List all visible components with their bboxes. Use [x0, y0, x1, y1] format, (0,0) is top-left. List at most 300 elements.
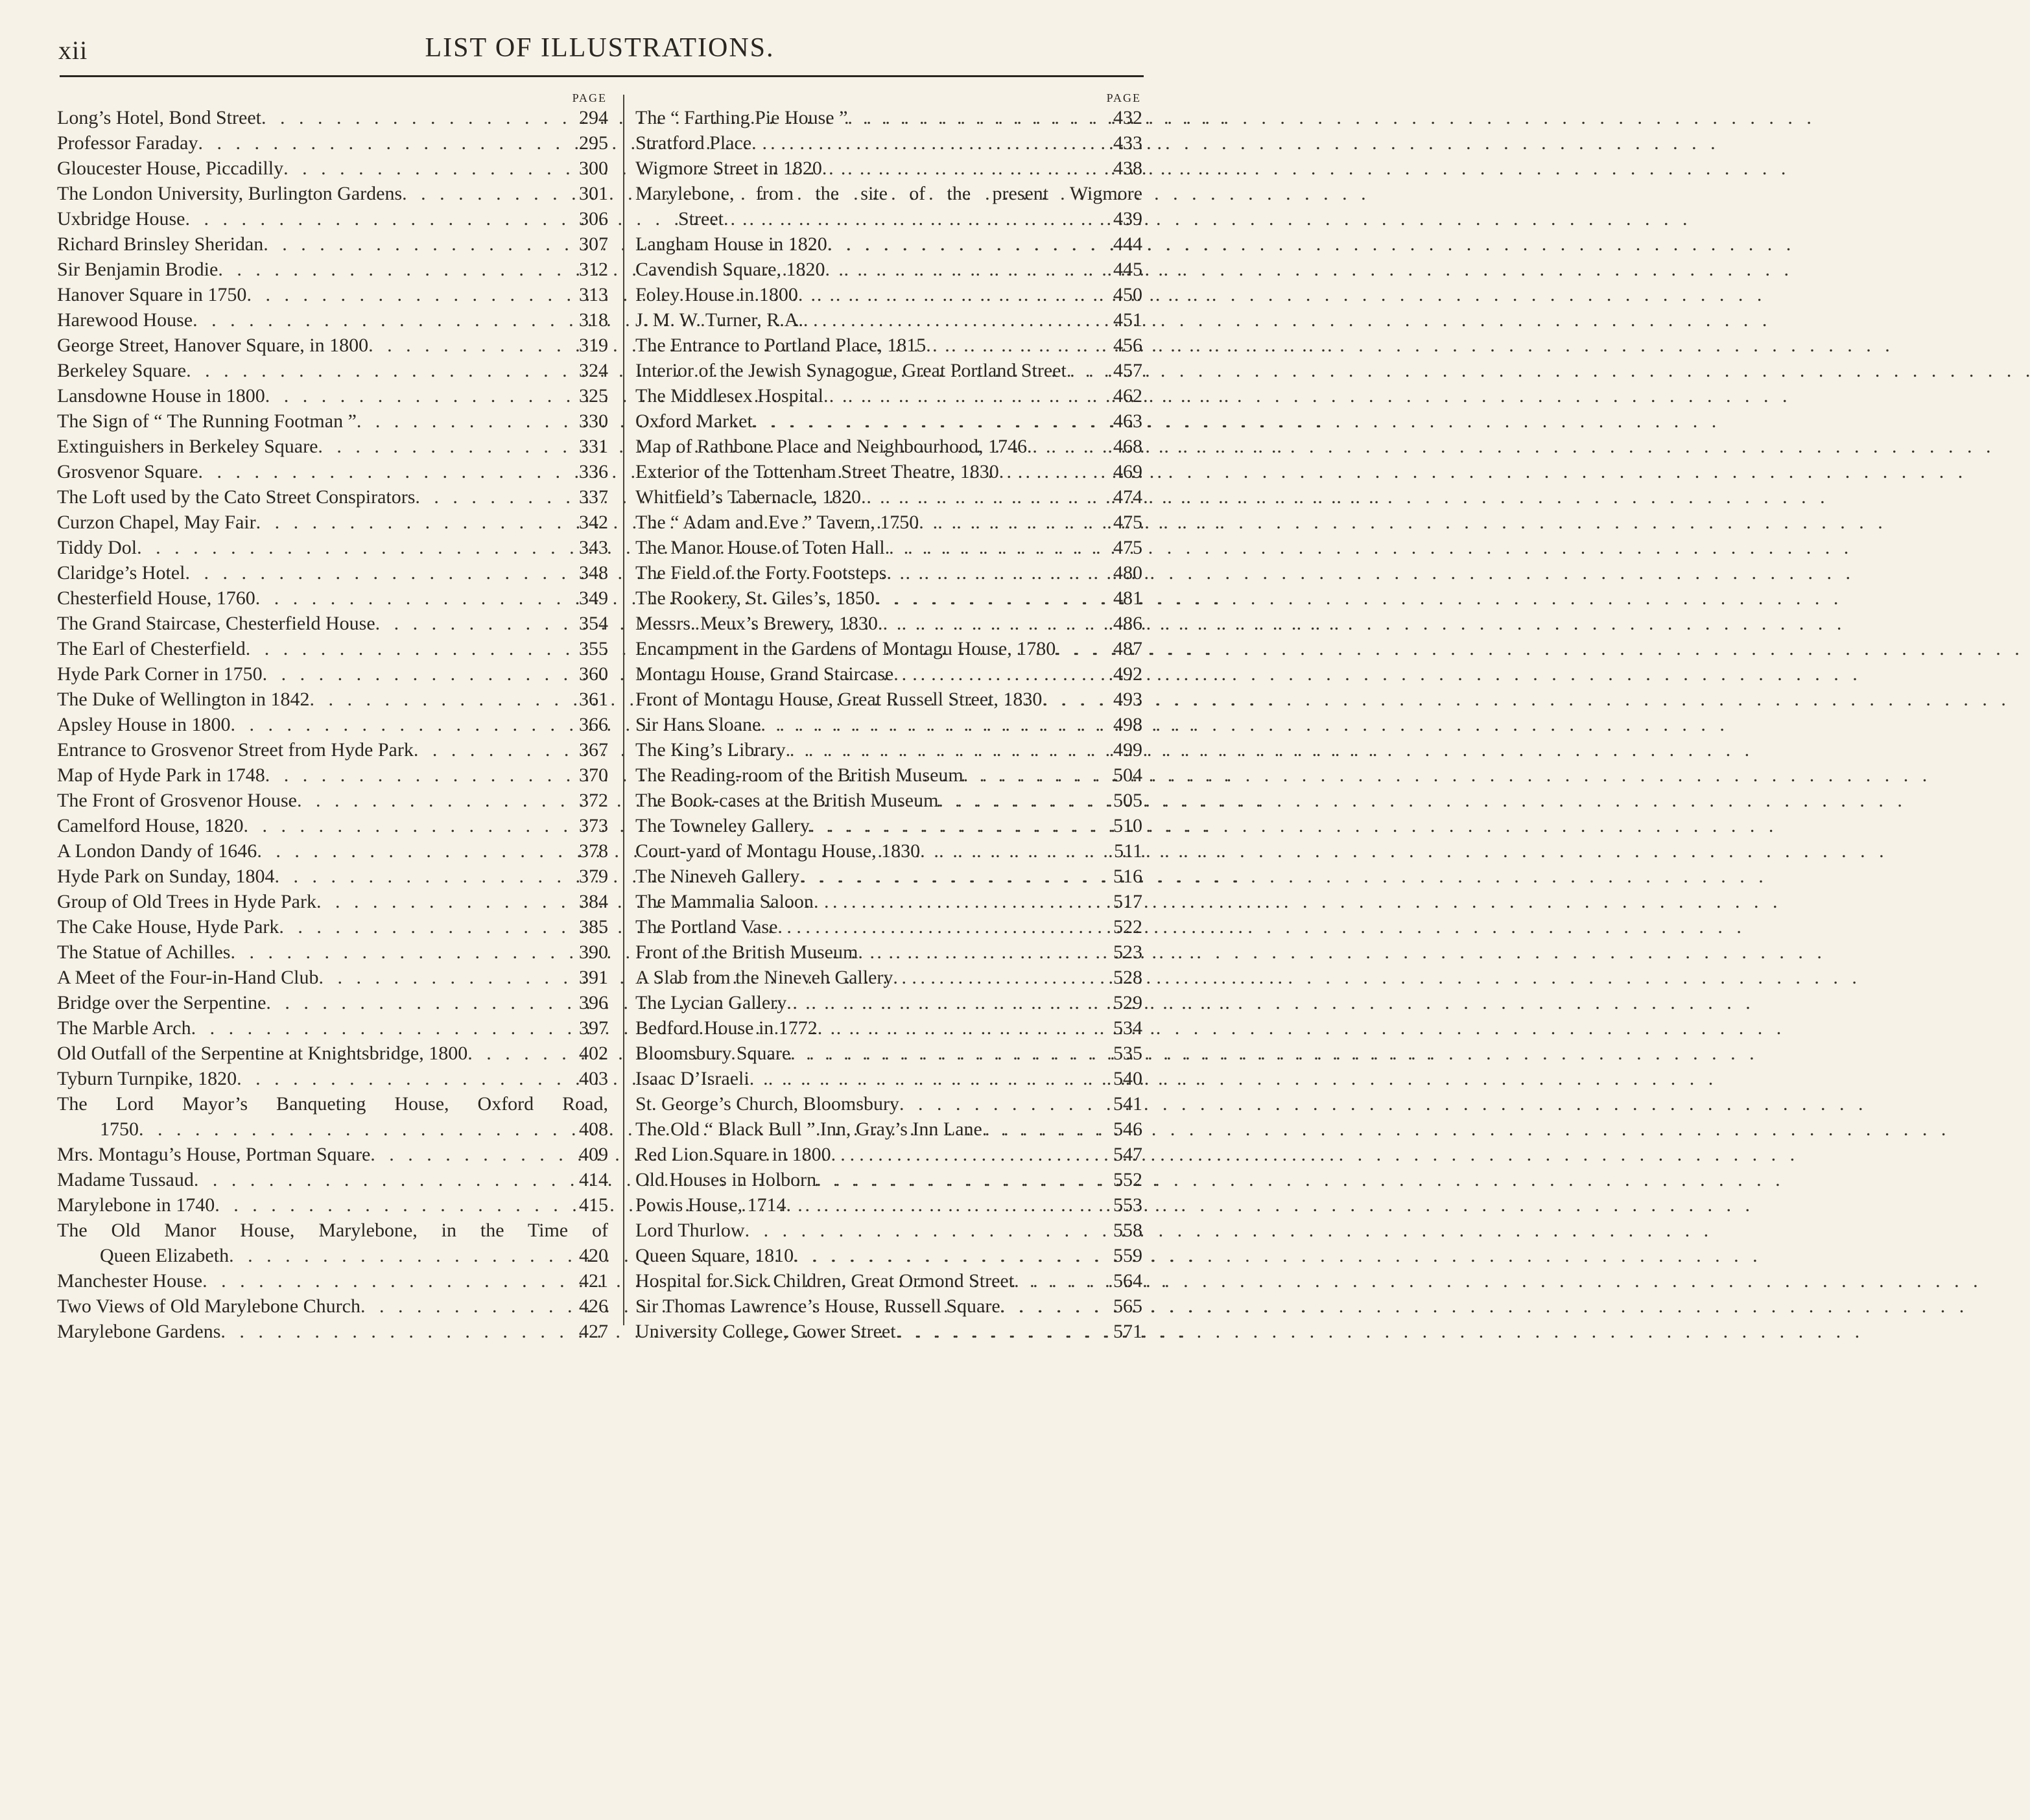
dot-leader	[893, 661, 1106, 687]
entry-page-number: 522	[1113, 916, 1142, 938]
dot-leader	[137, 535, 572, 560]
entry-page-number: 330	[579, 410, 608, 432]
entry-title: Harewood House	[57, 309, 193, 331]
entry-page-number: 295	[579, 132, 608, 154]
dot-leader	[370, 1142, 572, 1167]
entry-title: Interior of the Jewish Synagogue, Great Portland Street	[635, 360, 1067, 381]
entry-title: Marylebone, from the site of the present Wigmore	[635, 183, 1142, 204]
entry-page-number: 409	[579, 1144, 608, 1165]
dot-leader	[246, 282, 572, 307]
dot-leader	[256, 510, 572, 535]
dot-leader	[799, 864, 1106, 889]
entry-title: J. M. W. Turner, R.A.	[635, 309, 803, 331]
entry-title: Queen Square, 1810	[635, 1245, 794, 1266]
illustration-entry	[635, 130, 1142, 156]
dot-leader	[198, 130, 572, 156]
illustration-entry	[57, 130, 608, 156]
entry-title: Uxbridge House	[57, 208, 185, 230]
entry-page-number: 516	[1113, 866, 1142, 887]
entry-title: Red Lion Square in 1800	[635, 1144, 831, 1165]
dot-leader	[861, 484, 1106, 510]
entry-title: Court-yard of Montagu House, 1830	[635, 840, 921, 862]
dot-leader	[230, 712, 572, 737]
dot-leader	[266, 990, 572, 1015]
dot-leader	[230, 940, 572, 965]
entry-title: The “ Farthing Pie House ”	[635, 107, 848, 128]
dot-leader	[798, 282, 1106, 307]
dot-leader	[885, 535, 1106, 560]
illustration-entry	[635, 459, 1142, 484]
dot-leader	[185, 560, 572, 585]
entry-page-number: 510	[1113, 815, 1142, 836]
entry-title: The Towneley Gallery	[635, 815, 810, 836]
illustration-entry	[635, 1167, 1142, 1192]
entry-title: Exterior of the Tottenham Street Theatre, 1830	[635, 461, 999, 482]
entry-page-number: 451	[1113, 309, 1142, 331]
entry-page-number: 528	[1113, 967, 1142, 988]
entry-title: Professor Faraday	[57, 132, 198, 154]
left-column	[57, 91, 608, 1344]
illustration-entry	[635, 434, 1142, 459]
entry-title: The Statue of Achilles	[57, 941, 231, 963]
entry-title: Chesterfield House, 1760	[57, 587, 255, 609]
dot-leader	[938, 788, 1106, 813]
entry-title: Encampment in the Gardens of Montagu House, 1780	[635, 638, 1056, 659]
dot-leader	[920, 838, 1106, 864]
illustration-entry	[57, 1218, 608, 1268]
entry-title: Messrs. Meux’s Brewery, 1830	[635, 613, 878, 634]
entry-page-number: 348	[579, 562, 608, 584]
illustration-entry	[57, 1294, 608, 1319]
entry-page-number: 493	[1113, 689, 1142, 710]
dot-leader	[794, 1243, 1106, 1268]
entry-page-number: 426	[579, 1295, 608, 1317]
entry-title: Sir Thomas Lawrence’s House, Russell Square	[635, 1295, 1000, 1317]
dot-leader	[191, 1015, 572, 1041]
entry-page-number: 457	[1113, 360, 1142, 381]
entry-page-number: 354	[579, 613, 608, 634]
entry-title: Berkeley Square	[57, 360, 187, 381]
illustration-entry	[57, 484, 608, 510]
entry-page-number: 474	[1113, 486, 1142, 508]
illustration-entry	[57, 307, 608, 333]
entry-page-number: 391	[579, 967, 608, 988]
entry-page-number: 294	[579, 107, 608, 128]
entry-title: The Old Manor House, Marylebone, in the Time of	[57, 1220, 608, 1241]
entry-page-number: 559	[1113, 1245, 1142, 1266]
entry-title: The Rookery, St. Giles’s, 1850	[635, 587, 875, 609]
page-header	[58, 32, 1141, 71]
entry-title: Old Outfall of the Serpentine at Knightsbridge, 1800	[57, 1043, 468, 1064]
entry-title: The Marble Arch	[57, 1017, 191, 1039]
entry-title: The Field of the Forty Footsteps	[635, 562, 887, 584]
entry-title: Hyde Park on Sunday, 1804	[57, 866, 275, 887]
dot-leader	[893, 965, 1106, 990]
header-rule	[60, 75, 1144, 77]
dot-leader	[963, 762, 1106, 788]
dot-leader	[1014, 1268, 1106, 1294]
entry-title: A Slab from the Nineveh Gallery	[635, 967, 893, 988]
illustration-entry	[635, 358, 1142, 383]
dot-leader	[875, 585, 1106, 611]
illustration-entry	[57, 105, 608, 130]
column-divider	[623, 95, 624, 1325]
entry-title: Powis House, 1714	[635, 1194, 786, 1216]
entry-title: George Street, Hanover Square, in 1800	[57, 335, 369, 356]
illustration-entry	[57, 965, 608, 990]
entry-page-number: 318	[579, 309, 608, 331]
entry-title: The Manor House of Toten Hall	[635, 537, 885, 558]
illustration-entry	[57, 1091, 608, 1142]
entry-title: The Entrance to Portland Place, 1815	[635, 335, 926, 356]
entry-page-number: 379	[579, 866, 608, 887]
entry-title: Apsley House in 1800	[57, 714, 231, 735]
illustration-entry	[635, 762, 1142, 788]
entry-page-number: 552	[1113, 1169, 1142, 1190]
illustration-entry	[57, 914, 608, 940]
entry-page-number: 349	[579, 587, 608, 609]
entry-page-number: 402	[579, 1043, 608, 1064]
entry-title: Marylebone in 1740	[57, 1194, 215, 1216]
entry-page-number: 390	[579, 941, 608, 963]
entry-page-number: 523	[1113, 941, 1142, 963]
entry-title: Old Houses in Holborn	[635, 1169, 817, 1190]
dot-leader	[896, 1319, 1106, 1344]
dot-leader	[825, 257, 1106, 282]
illustration-entry	[635, 1268, 1142, 1294]
illustration-entry	[635, 408, 1142, 434]
illustration-entry	[635, 965, 1142, 990]
entry-title: Isaac D’Israeli	[635, 1068, 749, 1089]
illustration-entry	[57, 585, 608, 611]
entry-page-number: 360	[579, 663, 608, 685]
entry-title: Bloomsbury Square	[635, 1043, 791, 1064]
illustration-entry	[57, 358, 608, 383]
illustration-entry	[57, 333, 608, 358]
entry-page-number: 300	[579, 158, 608, 179]
dot-leader	[899, 1091, 1106, 1117]
dot-leader	[878, 611, 1106, 636]
entry-title-continuation: Queen Elizabeth	[100, 1245, 230, 1266]
entry-page-number: 427	[579, 1321, 608, 1342]
entry-title: Wigmore Street in 1820	[635, 158, 822, 179]
dot-leader	[816, 1167, 1106, 1192]
dot-leader	[1027, 434, 1106, 459]
dot-leader	[368, 333, 572, 358]
entry-title: Mrs. Montagu’s House, Portman Square	[57, 1144, 371, 1165]
entry-page-number: 415	[579, 1194, 608, 1216]
entry-title: The Old “ Black Bull ” Inn, Gray’s Inn Lane	[635, 1118, 982, 1140]
dot-leader	[415, 484, 572, 510]
entry-page-number: 312	[579, 259, 608, 280]
illustration-entry	[635, 307, 1142, 333]
dot-leader	[257, 838, 572, 864]
illustration-entry	[57, 434, 608, 459]
entry-page-number: 331	[579, 436, 608, 457]
entry-title: The Book-cases at the British Museum	[635, 790, 939, 811]
illustration-entry	[635, 1066, 1142, 1091]
entry-page-number: 571	[1113, 1321, 1142, 1342]
entry-page-number: 306	[579, 208, 608, 230]
entry-page-number: 301	[579, 183, 608, 204]
entry-title: Sir Benjamin Brodie	[57, 259, 218, 280]
dot-leader	[745, 1218, 1106, 1243]
entry-page-number: 463	[1113, 410, 1142, 432]
entry-page-number: 378	[579, 840, 608, 862]
entry-title: The Lord Mayor’s Banqueting House, Oxford Road,	[57, 1093, 608, 1115]
dot-leader	[237, 1066, 572, 1091]
illustration-entry	[57, 1066, 608, 1091]
dot-leader	[790, 1041, 1106, 1066]
right-illustration-list	[635, 105, 1142, 1344]
dot-leader	[261, 105, 572, 130]
illustration-entry	[635, 156, 1142, 181]
dot-leader	[193, 307, 572, 333]
illustration-entry	[57, 712, 608, 737]
illustration-entry	[635, 712, 1142, 737]
illustration-entry	[635, 1192, 1142, 1218]
entry-page-number: 370	[579, 764, 608, 786]
dot-leader	[761, 712, 1106, 737]
entry-title: Oxford Market	[635, 410, 753, 432]
illustration-entry	[57, 156, 608, 181]
dot-leader	[198, 459, 572, 484]
entry-page-number: 546	[1113, 1118, 1142, 1140]
illustration-entry	[57, 990, 608, 1015]
entry-page-number: 355	[579, 638, 608, 659]
dot-leader	[847, 105, 1106, 130]
illustration-entry	[635, 1218, 1142, 1243]
entry-page-number: 385	[579, 916, 608, 938]
entry-title: Long’s Hotel, Bond Street	[57, 107, 261, 128]
entry-page-number: 499	[1113, 739, 1142, 761]
dot-leader	[822, 156, 1106, 181]
dot-leader	[194, 1167, 572, 1192]
entry-page-number: 319	[579, 335, 608, 356]
illustration-entry	[635, 231, 1142, 257]
entry-title: The Duke of Wellington in 1842	[57, 689, 310, 710]
illustration-entry	[57, 788, 608, 813]
illustration-entry	[635, 889, 1142, 914]
illustration-entry	[635, 636, 1142, 661]
left-illustration-list	[57, 105, 608, 1344]
entry-title: The Nineveh Gallery	[635, 866, 800, 887]
entry-title: Front of the British Museum	[635, 941, 858, 963]
dot-leader	[202, 1268, 572, 1294]
illustration-entry	[635, 1015, 1142, 1041]
illustration-entry	[57, 383, 608, 408]
entry-page-number: 432	[1113, 107, 1142, 128]
dot-leader	[982, 1117, 1106, 1142]
illustration-entry	[57, 181, 608, 206]
entry-title: Front of Montagu House, Great Russell Street, 1830	[635, 689, 1043, 710]
dot-leader	[926, 333, 1106, 358]
entry-title: The Mammalia Saloon	[635, 891, 814, 912]
entry-page-number: 529	[1113, 992, 1142, 1013]
entry-title: Foley House in 1800	[635, 284, 798, 305]
dot-leader	[316, 889, 572, 914]
illustration-entry	[57, 282, 608, 307]
illustration-entry	[635, 181, 1142, 231]
dot-leader	[414, 737, 572, 762]
dot-leader	[243, 813, 572, 838]
entry-title: The London University, Burlington Gardens	[57, 183, 403, 204]
illustration-entry	[635, 788, 1142, 813]
entry-page-number: 487	[1113, 638, 1142, 659]
illustration-entry	[635, 940, 1142, 965]
dot-leader	[318, 434, 572, 459]
entry-title: The Front of Grosvenor House	[57, 790, 297, 811]
illustration-entry	[57, 940, 608, 965]
page-title: LIST OF ILLUSTRATIONS.	[425, 33, 775, 63]
entry-page-number: 384	[579, 891, 608, 912]
entry-title: Madame Tussaud	[57, 1169, 194, 1190]
entry-title-continuation: 1750	[100, 1118, 139, 1140]
illustration-entry	[635, 560, 1142, 585]
dot-leader	[814, 889, 1106, 914]
entry-title: Hyde Park Corner in 1750	[57, 663, 263, 685]
entry-page-number: 486	[1113, 613, 1142, 634]
illustration-entry	[57, 636, 608, 661]
dot-leader	[803, 307, 1106, 333]
illustration-entry	[57, 510, 608, 535]
illustration-entry	[635, 813, 1142, 838]
illustration-entry	[635, 510, 1142, 535]
dot-leader	[215, 1192, 572, 1218]
illustration-entry	[635, 1091, 1142, 1117]
entry-page-number: 373	[579, 815, 608, 836]
illustration-entry	[635, 737, 1142, 762]
illustration-entry	[57, 889, 608, 914]
entry-page-number: 564	[1113, 1270, 1142, 1292]
illustration-entry	[57, 737, 608, 762]
entry-page-number: 414	[579, 1169, 608, 1190]
dot-leader	[319, 965, 572, 990]
entry-title: Bridge over the Serpentine	[57, 992, 266, 1013]
entry-title: Tyburn Turnpike, 1820	[57, 1068, 237, 1089]
entry-page-number: 481	[1113, 587, 1142, 609]
entry-title: Lord Thurlow	[635, 1220, 745, 1241]
illustration-entry	[635, 1319, 1142, 1344]
entry-page-number: 420	[579, 1245, 608, 1266]
dot-leader	[823, 383, 1106, 408]
entry-page-number: 504	[1113, 764, 1142, 786]
illustration-entry	[635, 535, 1142, 560]
dot-leader	[375, 611, 572, 636]
entry-page-number: 336	[579, 461, 608, 482]
entry-title: Hospital for Sick Children, Great Ormond Street	[635, 1270, 1015, 1292]
dot-leader	[220, 1319, 572, 1344]
illustration-entry	[57, 560, 608, 585]
entry-title: Tiddy Dol	[57, 537, 137, 558]
entry-page-number: 558	[1113, 1220, 1142, 1241]
entry-title: St. George’s Church, Bloomsbury	[635, 1093, 899, 1115]
illustration-entry	[635, 661, 1142, 687]
dot-leader	[919, 510, 1106, 535]
page-column-label: PAGE	[1106, 91, 1141, 104]
page-number: xii	[58, 36, 88, 65]
dot-leader	[749, 1066, 1106, 1091]
illustration-entry	[635, 383, 1142, 408]
illustration-entry	[57, 813, 608, 838]
entry-page-number: 438	[1113, 158, 1142, 179]
entry-title: The Sign of “ The Running Footman ”	[57, 410, 357, 432]
dot-leader	[265, 383, 572, 408]
entry-title: Montagu House, Grand Staircase	[635, 663, 894, 685]
entry-page-number: 372	[579, 790, 608, 811]
dot-leader	[357, 408, 572, 434]
entry-page-number: 408	[579, 1118, 608, 1140]
dot-leader	[1042, 687, 1106, 712]
entry-page-number: 469	[1113, 461, 1142, 482]
dot-leader	[360, 1294, 572, 1319]
dot-leader	[858, 940, 1106, 965]
entry-page-number: 492	[1113, 663, 1142, 685]
entry-page-number: 324	[579, 360, 608, 381]
entry-page-number: 541	[1113, 1093, 1142, 1115]
illustration-entry	[57, 231, 608, 257]
entry-page-number: 421	[579, 1270, 608, 1292]
dot-leader	[263, 231, 572, 257]
illustration-entry	[57, 1041, 608, 1066]
illustration-entry	[57, 1142, 608, 1167]
dot-leader	[297, 788, 572, 813]
entry-page-number: 565	[1113, 1295, 1142, 1317]
illustration-entry	[57, 1268, 608, 1294]
dot-leader	[810, 813, 1106, 838]
entry-title: Curzon Chapel, May Fair	[57, 512, 256, 533]
dot-leader	[218, 257, 572, 282]
entry-page-number: 553	[1113, 1194, 1142, 1216]
dot-leader	[886, 560, 1106, 585]
illustration-entry	[57, 257, 608, 282]
entry-title: A Meet of the Four-in-Hand Club	[57, 967, 319, 988]
entry-title: Camelford House, 1820	[57, 815, 244, 836]
illustration-entry	[57, 838, 608, 864]
entry-page-number: 511	[1114, 840, 1142, 862]
entry-title: The King’s Library	[635, 739, 786, 761]
entry-title: Richard Brinsley Sheridan	[57, 233, 264, 255]
entry-page-number: 468	[1113, 436, 1142, 457]
dot-leader	[467, 1041, 572, 1066]
dot-leader	[999, 459, 1106, 484]
dot-leader	[786, 737, 1106, 762]
dot-leader	[753, 408, 1106, 434]
entry-page-number: 462	[1113, 385, 1142, 407]
entry-title: The Reading-room of the British Museum	[635, 764, 963, 786]
dot-leader	[255, 585, 572, 611]
illustration-entry	[635, 484, 1142, 510]
entry-title: Stratford Place	[635, 132, 752, 154]
illustration-entry	[635, 1294, 1142, 1319]
illustration-entry	[635, 990, 1142, 1015]
dot-leader	[1056, 636, 1106, 661]
dot-leader	[279, 914, 572, 940]
dot-leader	[724, 206, 1106, 231]
entry-title: Two Views of Old Marylebone Church	[57, 1295, 360, 1317]
illustration-entry	[57, 762, 608, 788]
entry-page-number: 456	[1113, 335, 1142, 356]
entry-page-number: 445	[1113, 259, 1142, 280]
entry-title: Entrance to Grosvenor Street from Hyde Park	[57, 739, 414, 761]
entry-title: Claridge’s Hotel	[57, 562, 185, 584]
entry-title: Lansdowne House in 1800	[57, 385, 265, 407]
dot-leader	[283, 156, 572, 181]
entry-page-number: 517	[1113, 891, 1142, 912]
dot-leader	[786, 990, 1106, 1015]
illustration-entry	[57, 535, 608, 560]
dot-leader	[827, 231, 1106, 257]
